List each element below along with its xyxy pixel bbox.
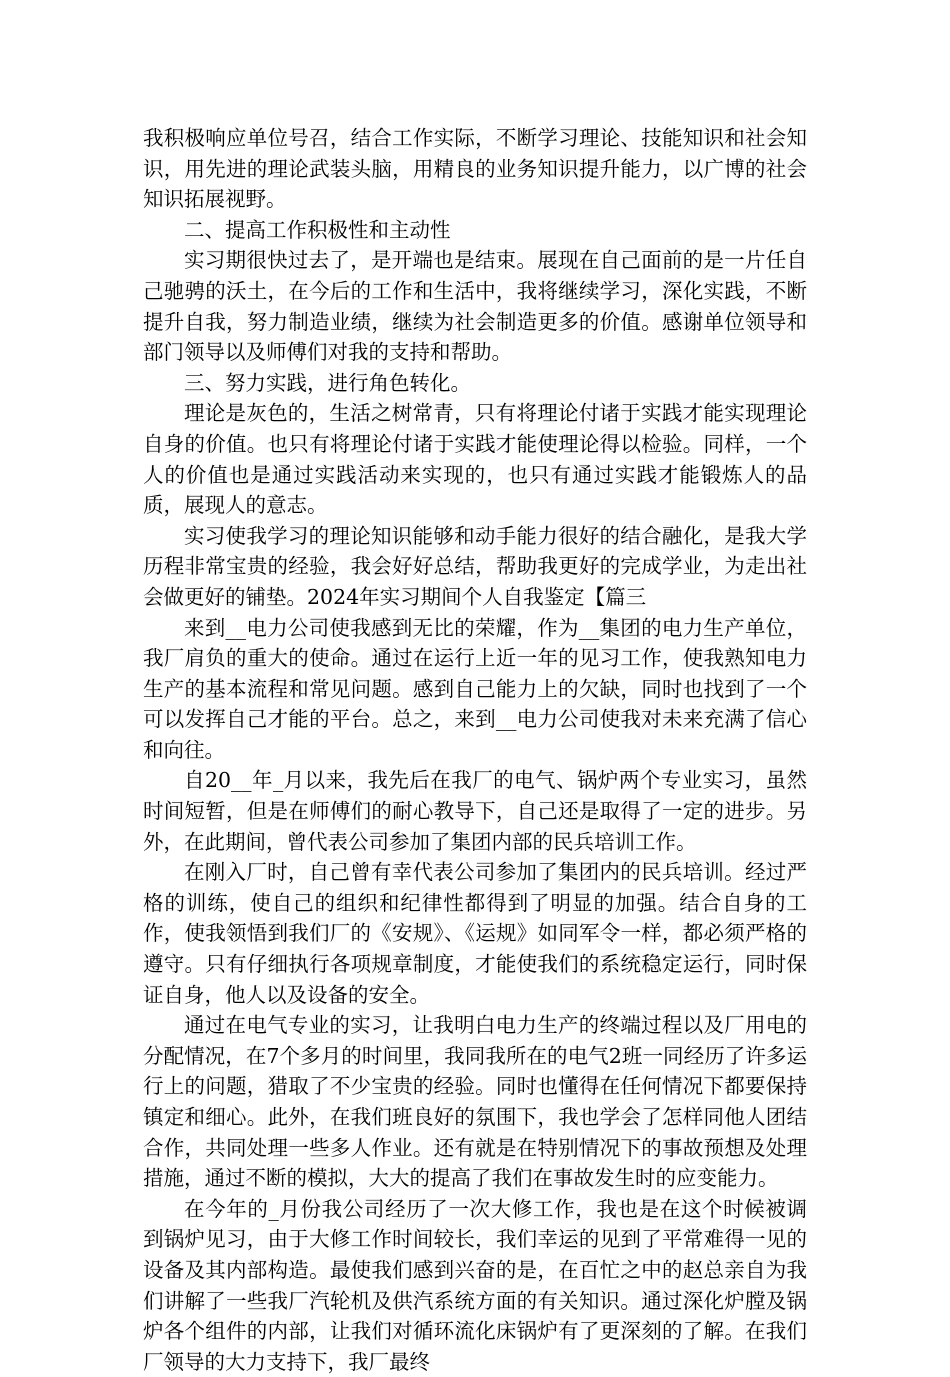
paragraph: 来到__电力公司使我感到无比的荣耀，作为__集团的电力生产单位，我厂肩负的重大的使命。通过在运行上近一年的见习工作，使我熟知电力生产的基本流程和常见问题。感到自己能力上的欠缺，同时也找到了一个可以发挥自己才能的平台。总之，来到__电力公司使我对未来充满了信心和向往。	[143, 615, 807, 762]
paragraph: 在今年的_月份我公司经历了一次大修工作，我也是在这个时候被调到锅炉见习，由于大修工作时间较长，我们幸运的见到了平常难得一见的设备及其内部构造。最使我们感到兴奋的是，在百忙之中的赵总亲自为我们讲解了一些我厂汽轮机及供汽系统方面的有关知识。通过深化炉膛及锅炉各个组件的内部，让我们对循环流化床锅炉有了更深刻的了解。在我们厂领导的大力支持下，我厂最终	[143, 1196, 807, 1374]
paragraph: 实习期很快过去了，是开端也是结束。展现在自己面前的是一片任自己驰骋的沃土，在今后的工作和生活中，我将继续学习，深化实践，不断提升自我，努力制造业绩，继续为社会制造更多的价值。感谢单位领导和部门领导以及师傅们对我的支持和帮助。	[143, 248, 807, 365]
paragraph: 我积极响应单位号召，结合工作实际，不断学习理论、技能知识和社会知识，用先进的理论武装头脑，用精良的业务知识提升能力，以广博的社会知识拓展视野。	[143, 126, 807, 212]
paragraph: 自20__年_月以来，我先后在我厂的电气、锅炉两个专业实习，虽然时间短暂，但是在师傅们的耐心教导下，自己还是取得了一定的进步。另外，在此期间，曾代表公司参加了集团内部的民兵培训工作。	[143, 768, 807, 854]
document-body	[143, 123, 807, 1377]
paragraph: 实习使我学习的理论知识能够和动手能力很好的结合融化，是我大学历程非常宝贵的经验，我会好好总结，帮助我更好的完成学业，为走出社会做更好的铺垫。2024年实习期间个人自我鉴定【篇三	[143, 523, 807, 609]
paragraph: 在刚入厂时，自己曾有幸代表公司参加了集团内的民兵培训。经过严格的训练，使自己的组织和纪律性都得到了明显的加强。结合自身的工作，使我领悟到我们厂的《安规》、《运规》如同军令一样，都必须严格的遵守。只有仔细执行各项规章制度，才能使我们的系统稳定运行，同时保证自身，他人以及设备的安全。	[143, 860, 807, 1007]
section-heading: 二、提高工作积极性和主动性	[184, 217, 451, 242]
paragraph: 通过在电气专业的实习，让我明白电力生产的终端过程以及厂用电的分配情况，在7个多月的时间里，我同我所在的电气2班一同经历了许多运行上的问题，猎取了不少宝贵的经验。同时也懂得在任何情况下都要保持镇定和细心。此外，在我们班良好的氛围下，我也学会了怎样同他人团结合作，共同处理一些多人作业。还有就是在特别情况下的事故预想及处理措施，通过不断的模拟，大大的提高了我们在事故发生时的应变能力。	[143, 1013, 807, 1191]
paragraph: 理论是灰色的，生活之树常青，只有将理论付诸于实践才能实现理论自身的价值。也只有将理论付诸于实践才能使理论得以检验。同样，一个人的价值也是通过实践活动来实现的，也只有通过实践才能锻炼人的品质，展现人的意志。	[143, 401, 807, 518]
section-heading: 三、努力实践，进行角色转化。	[184, 370, 471, 395]
